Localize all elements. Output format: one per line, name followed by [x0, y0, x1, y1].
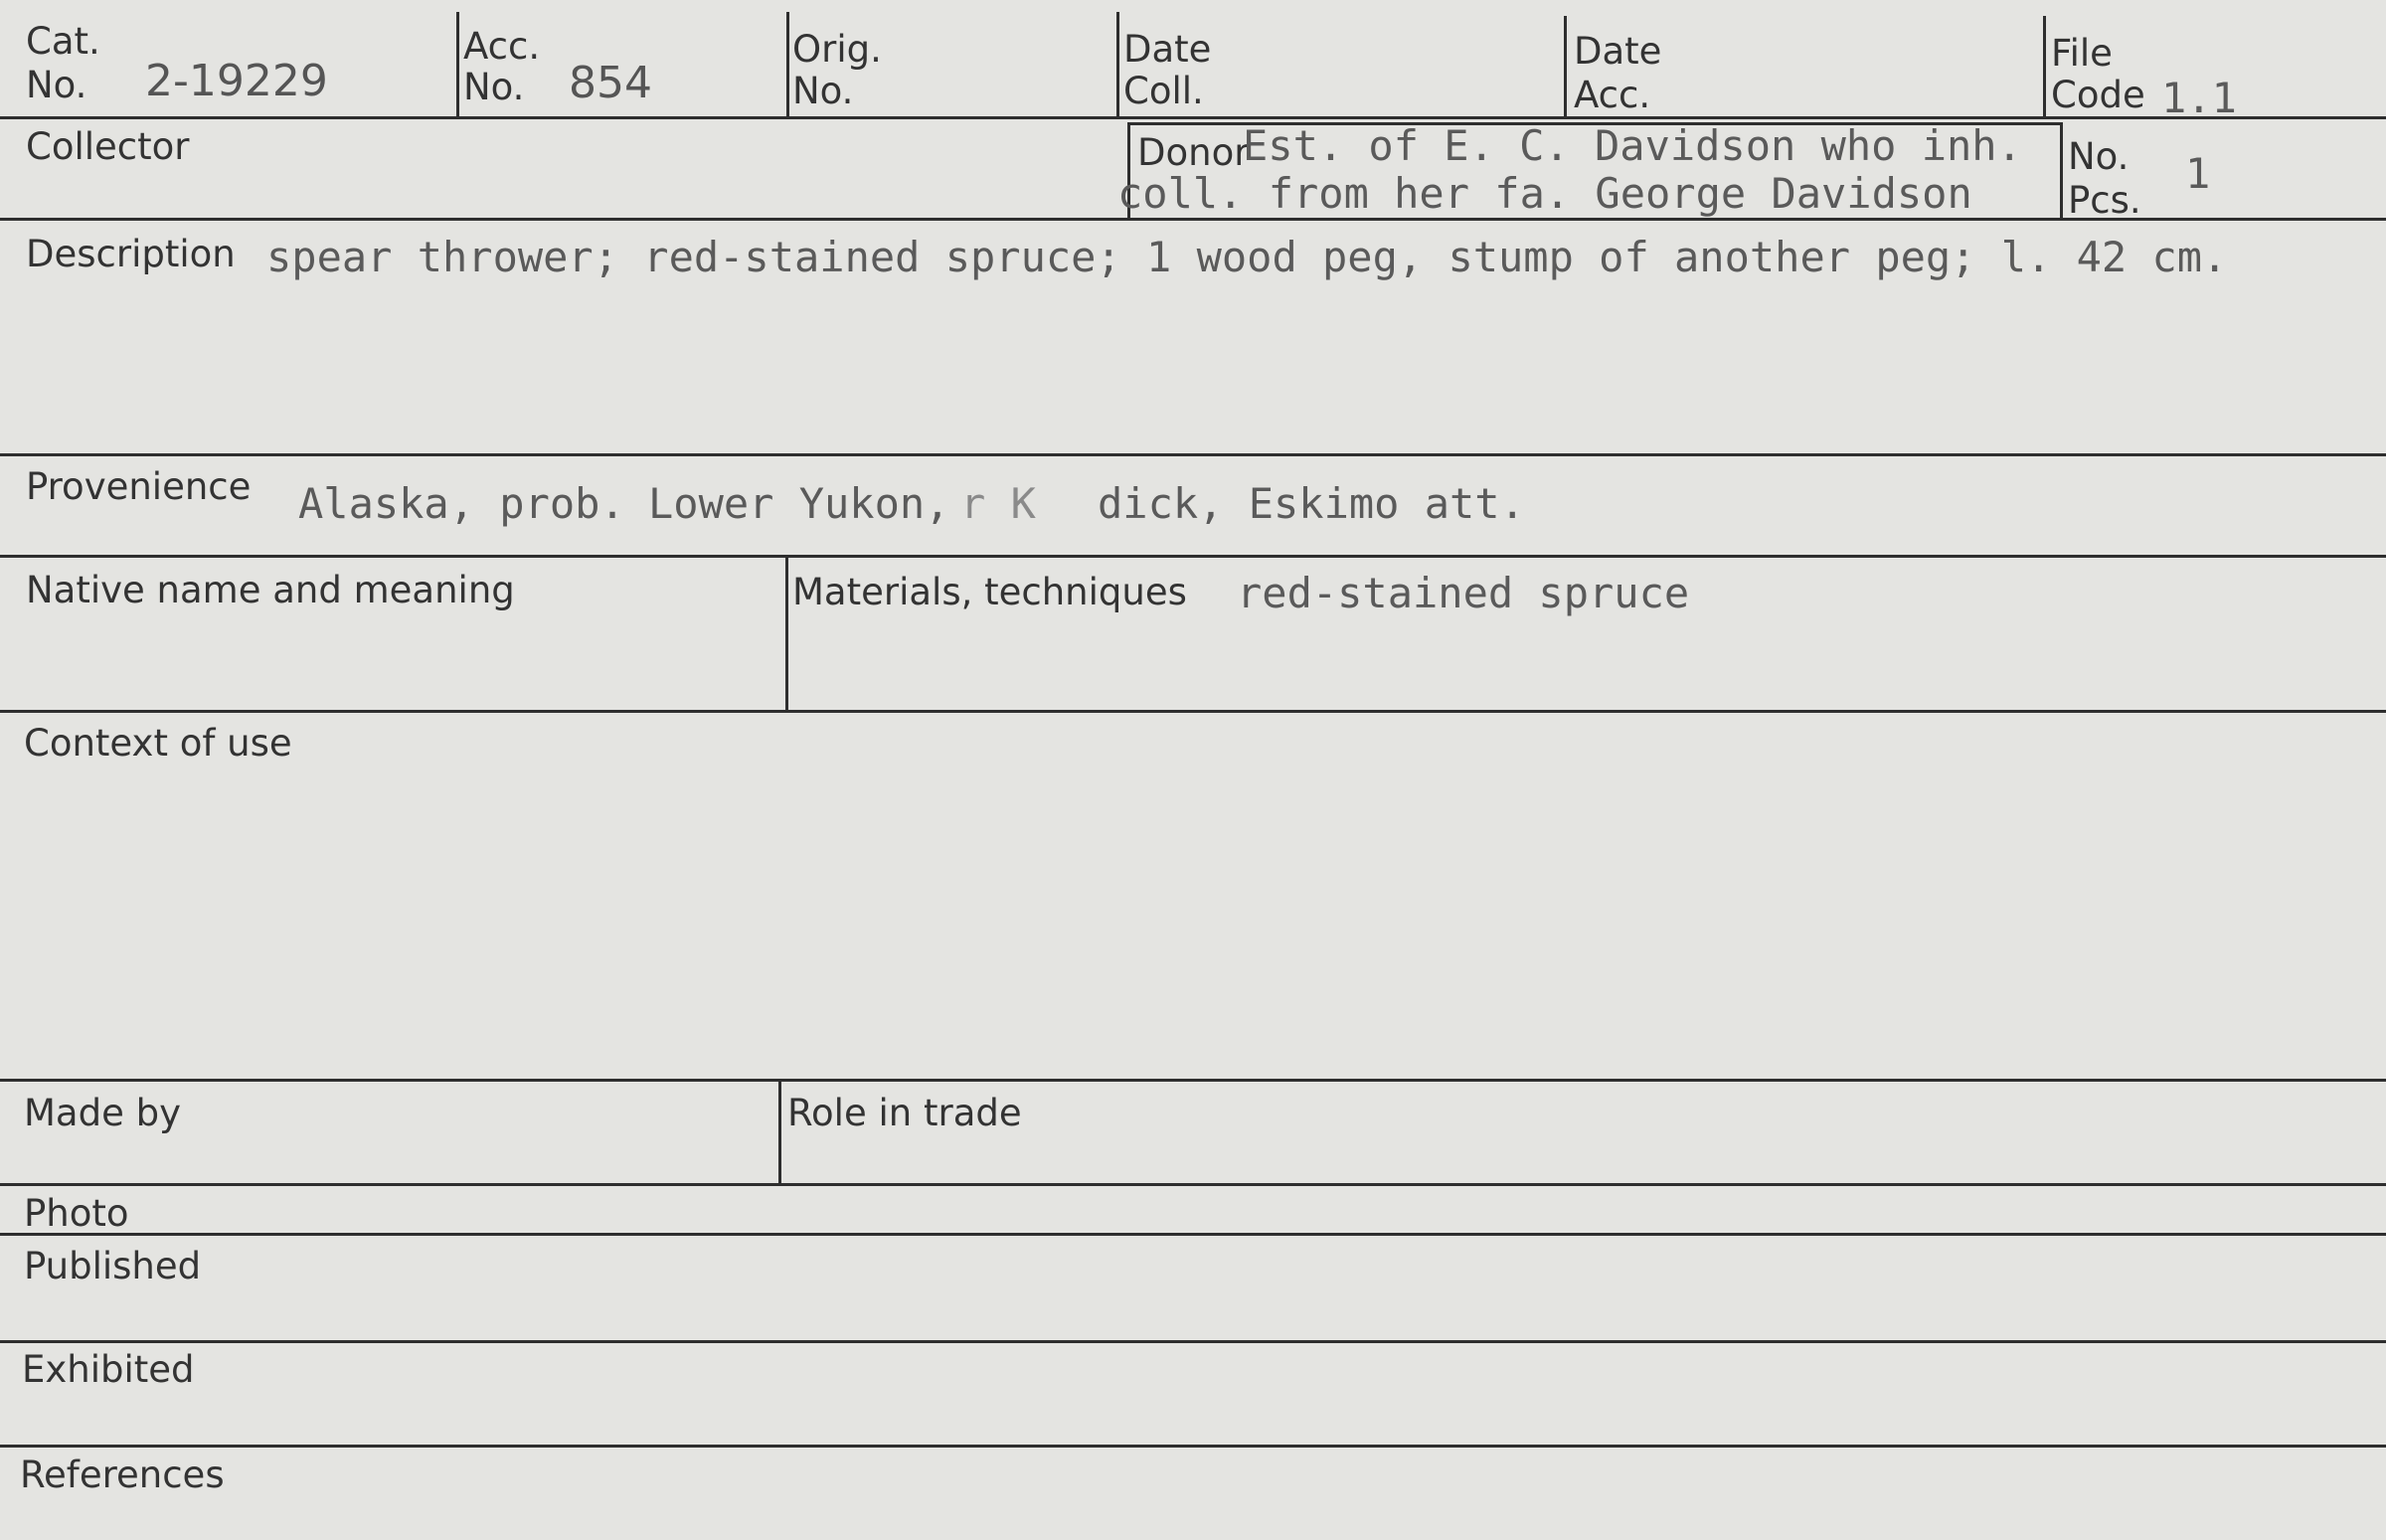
- pieces-label: No.: [2068, 135, 2130, 178]
- donor-label: Donor: [1137, 131, 1250, 174]
- rule: [0, 710, 2386, 713]
- provenience-value-b: Lower Yukon,: [648, 479, 950, 528]
- rule: [0, 218, 2386, 221]
- divider: [2043, 16, 2046, 117]
- description-value: spear thrower; red-stained spruce; 1 wood peg, stump of another peg; l. 42 cm.: [266, 233, 2228, 281]
- cat-no-value: 2-19229: [145, 56, 328, 106]
- acc-label: Acc.: [463, 25, 541, 68]
- divider: [1564, 16, 1567, 117]
- context-label: Context of use: [24, 722, 292, 765]
- file-code-value: 1.1: [2161, 74, 2237, 122]
- divider: [785, 555, 788, 711]
- exhibited-label: Exhibited: [22, 1348, 195, 1391]
- cat-no-label: No.: [26, 64, 87, 106]
- divider: [456, 12, 459, 117]
- orig-label: Orig.: [792, 28, 882, 71]
- rule: [0, 555, 2386, 558]
- materials-value: red-stained spruce: [1237, 569, 1690, 617]
- date-acc-label-2: Acc.: [1574, 74, 1651, 116]
- acc-no-value: 854: [569, 58, 652, 108]
- rule: [0, 1340, 2386, 1343]
- date-coll-label-2: Coll.: [1123, 70, 1204, 112]
- donor-value-line2: coll. from her fa. George Davidson: [1117, 169, 1972, 218]
- date-acc-label: Date: [1574, 30, 1662, 73]
- references-label: References: [20, 1454, 225, 1496]
- photo-label: Photo: [24, 1192, 129, 1235]
- role-in-trade-label: Role in trade: [787, 1092, 1022, 1134]
- acc-no-label: No.: [463, 66, 525, 108]
- cat-label: Cat.: [26, 20, 100, 63]
- rule: [0, 1079, 2386, 1082]
- file-label: File: [2051, 32, 2113, 75]
- file-code-label: Code: [2051, 74, 2145, 116]
- date-coll-label: Date: [1123, 28, 1212, 71]
- divider: [786, 12, 789, 117]
- orig-no-label: No.: [792, 70, 854, 112]
- published-label: Published: [24, 1245, 202, 1287]
- divider: [778, 1079, 781, 1184]
- rule: [0, 1233, 2386, 1236]
- pieces-value: 1: [2185, 149, 2211, 198]
- rule: [0, 453, 2386, 456]
- provenience-value-a: Alaska, prob.: [298, 479, 625, 528]
- materials-label: Materials, techniques: [792, 571, 1187, 613]
- rule: [0, 1183, 2386, 1186]
- collector-label: Collector: [26, 125, 190, 168]
- description-label: Description: [26, 233, 236, 275]
- provenience-value-c: r K: [960, 479, 1036, 528]
- donor-value-line1: Est. of E. C. Davidson who inh.: [1243, 121, 2022, 170]
- divider: [1116, 12, 1119, 117]
- rule: [0, 116, 2386, 119]
- divider: [2060, 122, 2063, 218]
- made-by-label: Made by: [24, 1092, 181, 1134]
- native-name-label: Native name and meaning: [26, 569, 515, 611]
- provenience-label: Provenience: [26, 465, 252, 508]
- rule: [0, 1445, 2386, 1448]
- provenience-value-d: dick, Eskimo att.: [1098, 479, 1525, 528]
- pieces-label-2: Pcs.: [2068, 179, 2141, 222]
